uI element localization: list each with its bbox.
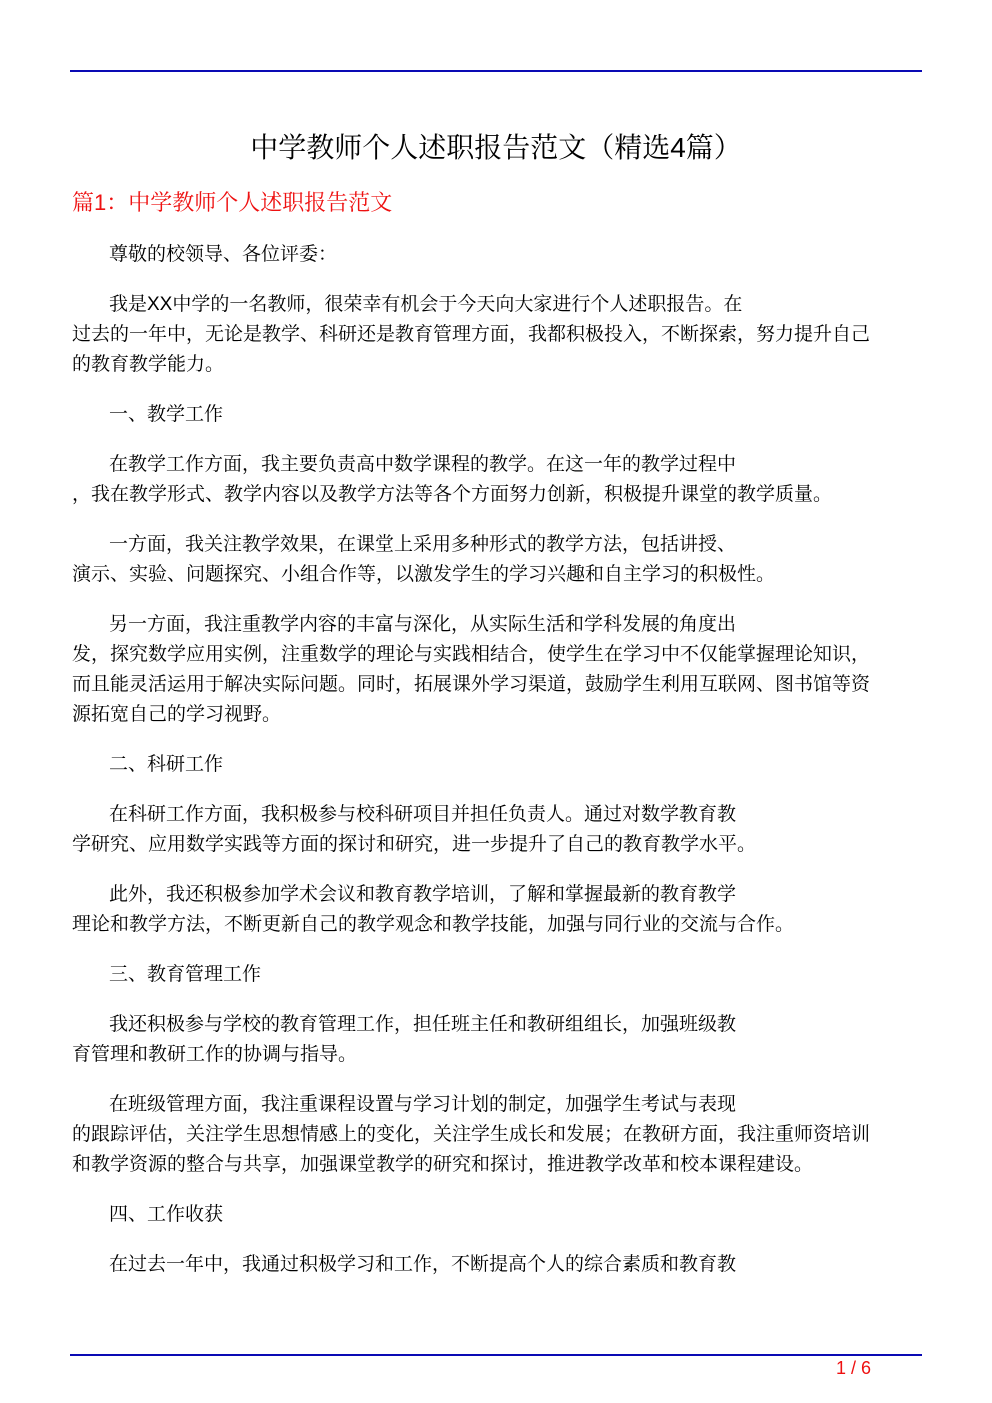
- paragraph-line: 一、教学工作: [109, 404, 224, 425]
- paragraph-line: 在班级管理方面，我注重课程设置与学习计划的制定，加强学生考试与表现: [109, 1094, 737, 1115]
- paragraph-line: 此外，我还积极参加学术会议和教育教学培训，了解和掌握最新的教育教学: [109, 884, 737, 905]
- paragraph-line: 我是XX中学的一名教师，很荣幸有机会于今天向大家进行个人述职报告。在: [109, 294, 743, 315]
- document-title: 中学教师个人述职报告范文（精选4篇）: [250, 132, 742, 163]
- paragraph: [72, 1010, 922, 1070]
- paragraph-line: 在科研工作方面，我积极参与校科研项目并担任负责人。通过对数学教育教: [109, 804, 737, 825]
- paragraph-line: 另一方面，我注重教学内容的丰富与深化，从实际生活和学科发展的角度出: [109, 614, 737, 635]
- paragraph: [72, 450, 922, 510]
- paragraph: [72, 880, 922, 940]
- paragraph: [72, 290, 922, 380]
- paragraph-line: ，我在教学形式、教学内容以及教学方法等各个方面努力创新，积极提升课堂的教学质量。: [72, 484, 833, 505]
- paragraph-line: 育管理和教研工作的协调与指导。: [72, 1044, 358, 1065]
- paragraph-line: 我还积极参与学校的教育管理工作，担任班主任和教研组组长，加强班级教: [109, 1014, 737, 1035]
- paragraph-line: 的跟踪评估，关注学生思想情感上的变化，关注学生成长和发展；在教研方面，我注重师资培训: [72, 1124, 871, 1145]
- footer-rule: [70, 1354, 922, 1356]
- paragraph-line: 的教育教学能力。: [72, 354, 225, 375]
- paragraph-line: 在过去一年中，我通过积极学习和工作，不断提高个人的综合素质和教育教: [109, 1254, 737, 1275]
- paragraph: [72, 960, 922, 990]
- paragraph-line: 而且能灵活运用于解决实际问题。同时，拓展课外学习渠道，鼓励学生利用互联网、图书馆等资: [72, 674, 871, 695]
- paragraph-line: 过去的一年中，无论是教学、科研还是教育管理方面，我都积极投入，不断探索，努力提升自己: [72, 324, 871, 345]
- paragraph: [72, 1250, 922, 1280]
- paragraph-line: 在教学工作方面，我主要负责高中数学课程的教学。在这一年的教学过程中: [109, 454, 737, 475]
- section-heading: 篇1：中学教师个人述职报告范文: [72, 190, 393, 215]
- paragraph: [72, 400, 922, 430]
- paragraph-line: 学研究、应用数学实践等方面的探讨和研究，进一步提升了自己的教育教学水平。: [72, 834, 757, 855]
- paragraph-line: 源拓宽自己的学习视野。: [72, 704, 282, 725]
- paragraph: [72, 240, 922, 270]
- paragraph-line: 一方面，我关注教学效果，在课堂上采用多种形式的教学方法，包括讲授、: [109, 534, 737, 555]
- paragraph-line: 尊敬的校领导、各位评委：: [109, 244, 338, 265]
- paragraph: [72, 800, 922, 860]
- paragraph-line: 和教学资源的整合与共享，加强课堂教学的研究和探讨，推进教学改革和校本课程建设。: [72, 1154, 814, 1175]
- paragraph: [72, 750, 922, 780]
- paragraph-line: 四、工作收获: [109, 1204, 224, 1225]
- header-rule: [70, 70, 922, 72]
- paragraph: [72, 530, 922, 590]
- paragraph-line: 理论和教学方法，不断更新自己的教学观念和教学技能，加强与同行业的交流与合作。: [72, 914, 795, 935]
- paragraph-line: 二、科研工作: [109, 754, 224, 775]
- page-number: 1 / 6: [836, 1358, 872, 1378]
- document-body: [72, 240, 922, 1300]
- paragraph: [72, 1200, 922, 1230]
- paragraph-line: 发，探究数学应用实例，注重数学的理论与实践相结合，使学生在学习中不仅能掌握理论知识，: [72, 644, 871, 665]
- paragraph: [72, 610, 922, 730]
- paragraph-line: 演示、实验、问题探究、小组合作等，以激发学生的学习兴趣和自主学习的积极性。: [72, 564, 776, 585]
- paragraph-line: 三、教育管理工作: [109, 964, 262, 985]
- paragraph: [72, 1090, 922, 1180]
